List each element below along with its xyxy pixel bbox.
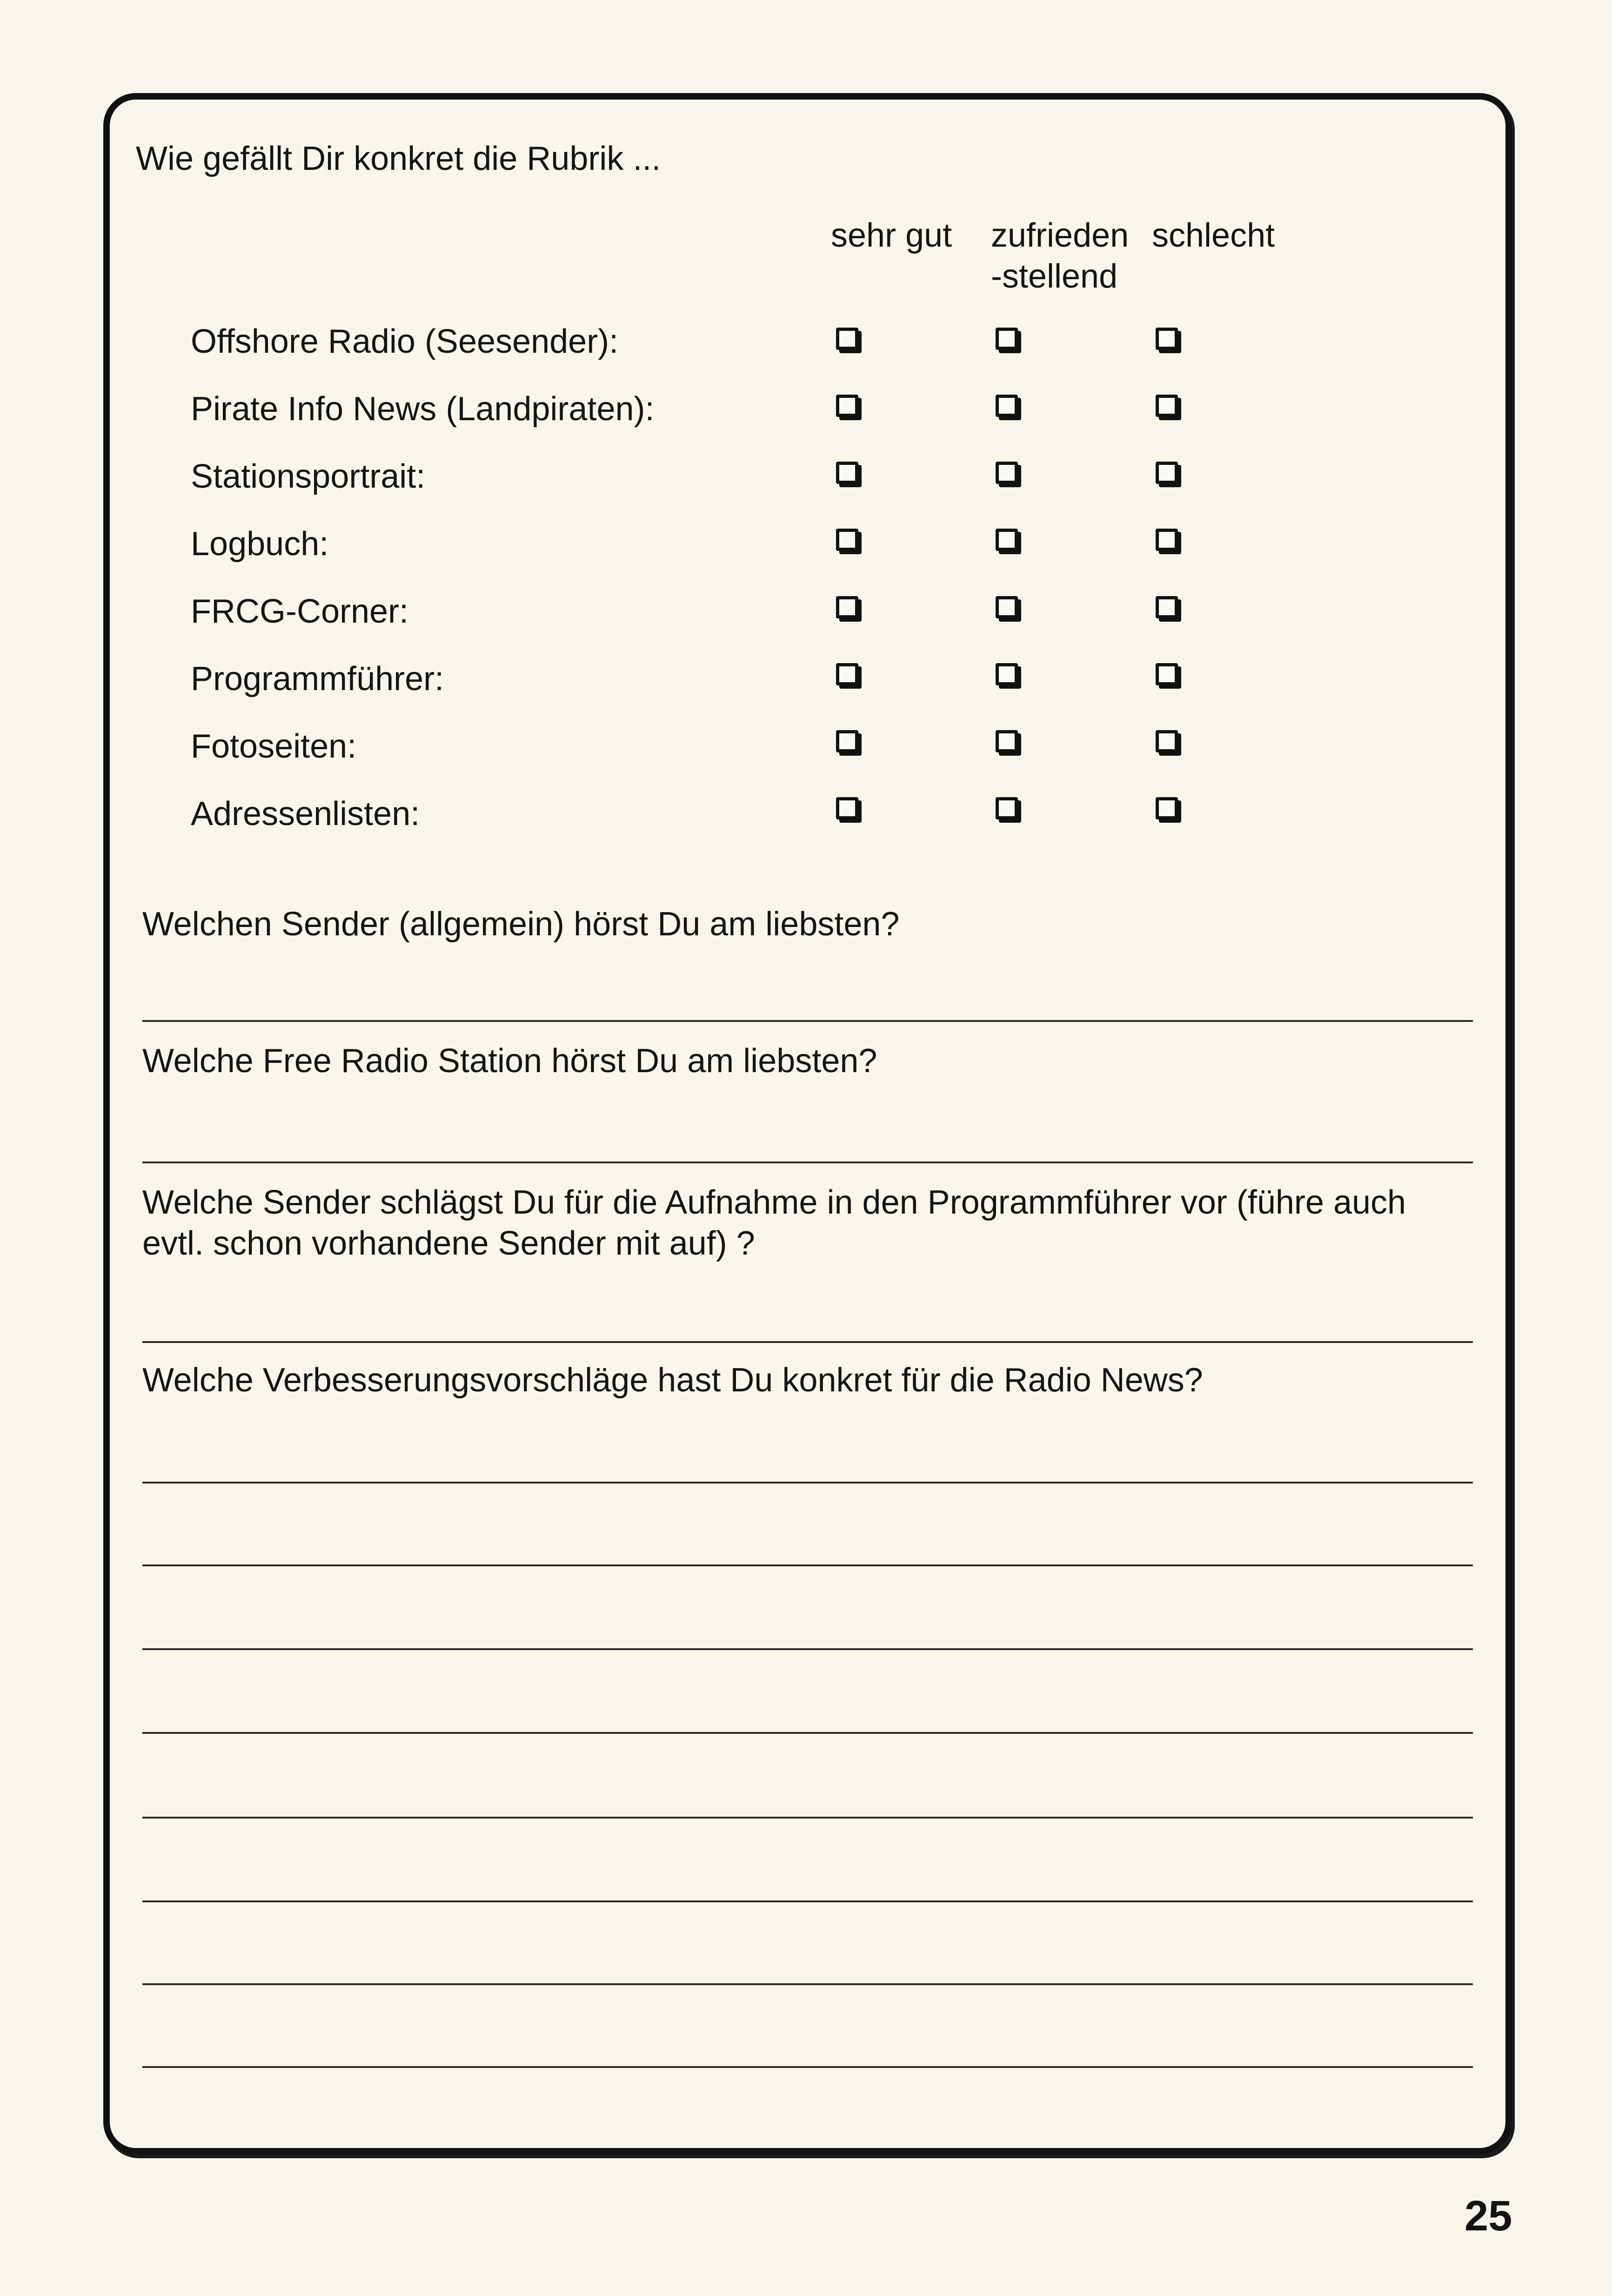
section-label-offshore-radio: Offshore Radio (Seesender): xyxy=(191,323,619,360)
answer-line-program-guide-suggestion[interactable] xyxy=(142,1341,1473,1343)
checkbox-logbuch-schlecht[interactable] xyxy=(1156,529,1178,551)
checkbox-adressenlisten-zufriedenstellend[interactable] xyxy=(996,797,1018,819)
question-favorite-station: Welchen Sender (allgemein) hörst Du am liebsten? xyxy=(142,906,900,943)
column-header-schlecht: schlecht xyxy=(1152,217,1275,254)
checkbox-programmfuehrer-zufriedenstellend[interactable] xyxy=(996,663,1018,685)
answer-line-improvements-2[interactable] xyxy=(142,1564,1473,1566)
checkbox-pirate-info-news-schlecht[interactable] xyxy=(1156,395,1178,417)
checkbox-stationsportrait-schlecht[interactable] xyxy=(1156,462,1178,484)
answer-line-favorite-station[interactable] xyxy=(142,1020,1473,1022)
section-label-programmfuehrer: Programmführer: xyxy=(191,660,444,698)
checkbox-logbuch-zufriedenstellend[interactable] xyxy=(996,529,1018,551)
question-program-guide-suggestion: Welche Sender schlägst Du für die Aufnahme in den Programmführer vor (führe auch evtl. schon vorhandene Sender mit auf) ? xyxy=(142,1184,1406,1262)
answer-line-improvements-5[interactable] xyxy=(142,1817,1473,1819)
checkbox-logbuch-sehr-gut[interactable] xyxy=(836,529,858,551)
section-label-frcg-corner: FRCG-Corner: xyxy=(191,593,409,630)
checkbox-adressenlisten-schlecht[interactable] xyxy=(1156,797,1178,819)
answer-line-improvements-6[interactable] xyxy=(142,1900,1473,1902)
intro-question: Wie gefällt Dir konkret die Rubrik ... xyxy=(136,140,661,177)
answer-line-favorite-free-radio[interactable] xyxy=(142,1161,1473,1163)
section-label-fotoseiten: Fotoseiten: xyxy=(191,728,357,765)
section-label-pirate-info-news: Pirate Info News (Landpiraten): xyxy=(191,390,655,428)
section-label-stationsportrait: Stationsportrait: xyxy=(191,458,426,495)
answer-line-improvements-7[interactable] xyxy=(142,1983,1473,1985)
checkbox-programmfuehrer-schlecht[interactable] xyxy=(1156,663,1178,685)
checkbox-frcg-corner-sehr-gut[interactable] xyxy=(836,596,858,618)
answer-line-improvements-8[interactable] xyxy=(142,2066,1473,2068)
checkbox-frcg-corner-schlecht[interactable] xyxy=(1156,596,1178,618)
column-header-zufriedenstellend: zufrieden -stellend xyxy=(991,217,1129,295)
question-improvements: Welche Verbesserungsvorschläge hast Du konkret für die Radio News? xyxy=(142,1362,1203,1399)
checkbox-offshore-radio-zufriedenstellend[interactable] xyxy=(996,328,1018,350)
checkbox-stationsportrait-sehr-gut[interactable] xyxy=(836,462,858,484)
checkbox-fotoseiten-schlecht[interactable] xyxy=(1156,730,1178,752)
checkbox-offshore-radio-schlecht[interactable] xyxy=(1156,328,1178,350)
section-label-logbuch: Logbuch: xyxy=(191,525,329,563)
checkbox-frcg-corner-zufriedenstellend[interactable] xyxy=(996,596,1018,618)
checkbox-programmfuehrer-sehr-gut[interactable] xyxy=(836,663,858,685)
checkbox-fotoseiten-zufriedenstellend[interactable] xyxy=(996,730,1018,752)
checkbox-fotoseiten-sehr-gut[interactable] xyxy=(836,730,858,752)
checkbox-stationsportrait-zufriedenstellend[interactable] xyxy=(996,462,1018,484)
checkbox-offshore-radio-sehr-gut[interactable] xyxy=(836,328,858,350)
page-number: 25 xyxy=(1465,2192,1512,2240)
answer-line-improvements-3[interactable] xyxy=(142,1648,1473,1650)
column-header-sehr-gut: sehr gut xyxy=(831,217,952,254)
answer-line-improvements-4[interactable] xyxy=(142,1732,1473,1734)
answer-line-improvements-1[interactable] xyxy=(142,1482,1473,1484)
section-label-adressenlisten: Adressenlisten: xyxy=(191,795,420,832)
question-favorite-free-radio: Welche Free Radio Station hörst Du am liebsten? xyxy=(142,1042,877,1080)
checkbox-pirate-info-news-zufriedenstellend[interactable] xyxy=(996,395,1018,417)
checkbox-pirate-info-news-sehr-gut[interactable] xyxy=(836,395,858,417)
checkbox-adressenlisten-sehr-gut[interactable] xyxy=(836,797,858,819)
